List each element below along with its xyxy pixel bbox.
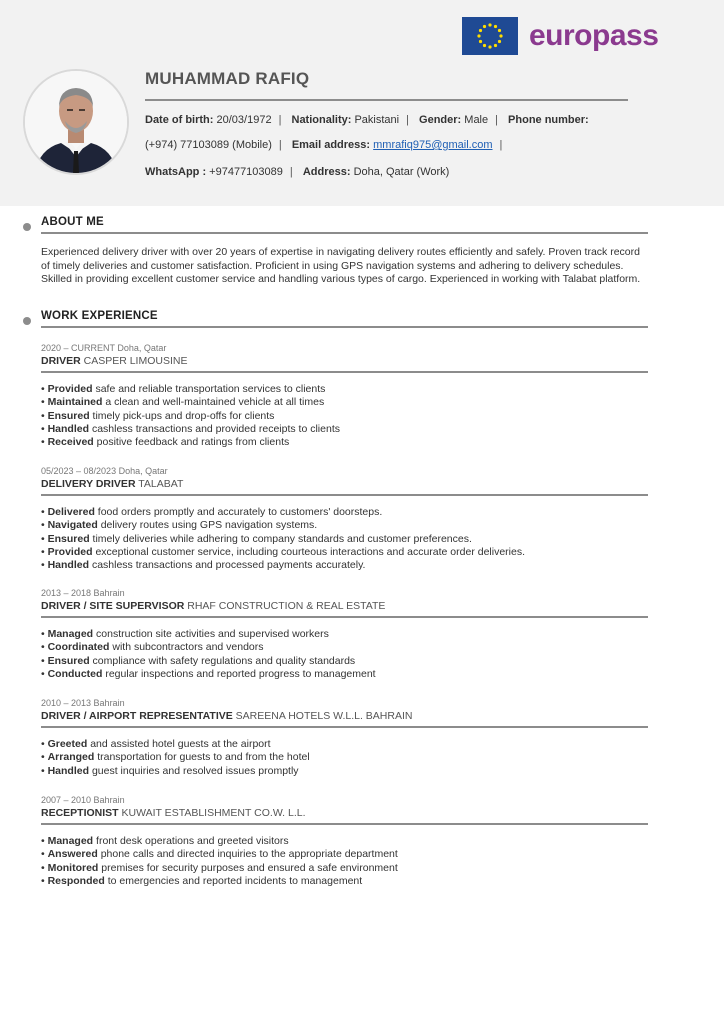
- list-item: • Delivered food orders promptly and accurately to customers' doorsteps.: [41, 506, 383, 518]
- job-entry: [41, 342, 648, 449]
- list-item: • Coordinated with subcontractors and vendors: [41, 641, 264, 654]
- job-role: DRIVER: [41, 355, 81, 367]
- address-value: Doha, Qatar (Work): [353, 166, 450, 178]
- job-title: [41, 477, 648, 491]
- europass-logo: [462, 17, 658, 55]
- job-employer: RHAF CONSTRUCTION & REAL ESTATE: [187, 600, 386, 612]
- job-dates-location: 05/2023 – 08/2023 Doha, Qatar: [41, 466, 168, 476]
- list-item: • Handled cashless transactions and provided receipts to clients: [41, 422, 340, 435]
- job-duties-list: [41, 383, 648, 449]
- whatsapp-label: WhatsApp :: [145, 166, 207, 178]
- list-item: • Handled cashless transactions and processed payments accurately.: [41, 559, 366, 572]
- list-item: • Received positive feedback and ratings from clients: [41, 436, 290, 449]
- list-item: • Provided exceptional customer service, including courteous interactions and accurate order deliveries.: [41, 545, 526, 558]
- list-item: • Ensured timely pick-ups and drop-offs for clients: [41, 409, 275, 422]
- list-item: • Navigated delivery routes using GPS navigation systems.: [41, 519, 318, 532]
- job-entry: [41, 794, 648, 888]
- list-item: • Managed construction site activities and supervised workers: [41, 628, 329, 640]
- list-item: • Arranged transportation for guests to and from the hotel: [41, 751, 310, 764]
- job-duties-list: [41, 738, 648, 778]
- list-item: • Responded to emergencies and reported incidents to management: [41, 874, 363, 887]
- job-role: DRIVER / SITE SUPERVISOR: [41, 600, 185, 612]
- list-item: • Managed front desk operations and greeted visitors: [41, 835, 289, 847]
- job-divider: [41, 726, 648, 728]
- about-section-title: ABOUT ME: [41, 216, 104, 228]
- job-divider: [41, 371, 648, 373]
- job-employer: CASPER LIMOUSINE: [83, 355, 188, 367]
- personal-info-line-3: WhatsApp : +97477103089 | Address: Doha, Qatar (Work): [145, 166, 450, 178]
- list-item: • Provided safe and reliable transportation services to clients: [41, 383, 326, 395]
- job-role: DRIVER / AIRPORT REPRESENTATIVE: [41, 710, 233, 722]
- gender-value: Male: [464, 114, 489, 126]
- job-employer: KUWAIT ESTABLISHMENT CO.W. L.L.: [121, 807, 306, 819]
- job-dates-location: 2007 – 2010 Bahrain: [41, 795, 125, 805]
- job-role: RECEPTIONIST: [41, 807, 119, 819]
- job-entry: [41, 587, 648, 681]
- work-bullet-icon: [23, 317, 31, 325]
- list-item: • Maintained a clean and well-maintained vehicle at all times: [41, 396, 325, 409]
- email-label: Email address:: [291, 139, 371, 151]
- phone-label: Phone number:: [508, 114, 589, 126]
- job-employer: SAREENA HOTELS W.L.L. BAHRAIN: [235, 710, 413, 722]
- email-link[interactable]: mmrafiq975@gmail.com: [373, 139, 493, 151]
- name-divider: [145, 99, 628, 101]
- job-divider: [41, 823, 648, 825]
- work-section-title: WORK EXPERIENCE: [41, 310, 158, 322]
- job-title: [41, 599, 648, 613]
- personal-info-line-2: (+974) 77103089 (Mobile) | Email address: mmrafiq975@gmail.com |: [145, 139, 503, 151]
- eu-flag-icon: [462, 17, 518, 55]
- job-dates-location: 2010 – 2013 Bahrain: [41, 698, 125, 708]
- dob-label: Date of birth:: [145, 114, 214, 126]
- about-bullet-icon: [23, 223, 31, 231]
- about-text: Experienced delivery driver with over 20 years of expertise in navigating delivery routes efficiently and safely. Proven track record of timely deliveries and customer satisfaction. Proficient in using GPS navigation systems and adhering to delivery schedules. Skilled in providing excellent customer service and handling various types of cargo. Experienced in working with Talabat platform.: [41, 246, 641, 285]
- whatsapp-value: +97477103089: [209, 166, 283, 178]
- address-label: Address:: [302, 166, 351, 178]
- dob-value: 20/03/1972: [216, 114, 272, 126]
- gender-label: Gender:: [419, 114, 462, 126]
- europass-logo-text: europass: [529, 19, 659, 52]
- list-item: • Ensured compliance with safety regulations and quality standards: [41, 654, 356, 667]
- phone-value: (+974) 77103089 (Mobile): [145, 139, 272, 151]
- list-item: • Handled guest inquiries and resolved issues promptly: [41, 764, 299, 777]
- list-item: • Answered phone calls and directed inquiries to the appropriate department: [41, 848, 398, 861]
- job-title: [41, 806, 648, 820]
- list-item: • Greeted and assisted hotel guests at the airport: [41, 738, 271, 750]
- job-divider: [41, 616, 648, 618]
- job-duties-list: [41, 506, 648, 572]
- candidate-name: MUHAMMAD RAFIQ: [145, 69, 310, 88]
- list-item: • Monitored premises for security purposes and ensured a safe environment: [41, 861, 398, 874]
- job-dates-location: 2020 – CURRENT Doha, Qatar: [41, 343, 167, 353]
- about-divider: [41, 232, 648, 234]
- job-employer: TALABAT: [138, 478, 184, 490]
- job-role: DELIVERY DRIVER: [41, 478, 136, 490]
- job-title: [41, 709, 648, 723]
- nationality-label: Nationality:: [291, 114, 352, 126]
- job-entry: [41, 697, 648, 778]
- work-divider: [41, 326, 648, 328]
- list-item: • Ensured timely deliveries while adhering to company standards and customer preferences.: [41, 532, 472, 545]
- header-band: [0, 0, 724, 206]
- job-title: [41, 354, 648, 368]
- job-duties-list: [41, 835, 648, 888]
- list-item: • Conducted regular inspections and reported progress to management: [41, 667, 376, 680]
- job-entry: [41, 465, 648, 572]
- job-dates-location: 2013 – 2018 Bahrain: [41, 588, 125, 598]
- profile-photo: [23, 69, 129, 175]
- nationality-value: Pakistani: [354, 114, 400, 126]
- personal-info-line-1: Date of birth: 20/03/1972 | Nationality: Pakistani | Gender: Male | Phone number:: [145, 114, 589, 126]
- job-duties-list: [41, 628, 648, 681]
- job-divider: [41, 494, 648, 496]
